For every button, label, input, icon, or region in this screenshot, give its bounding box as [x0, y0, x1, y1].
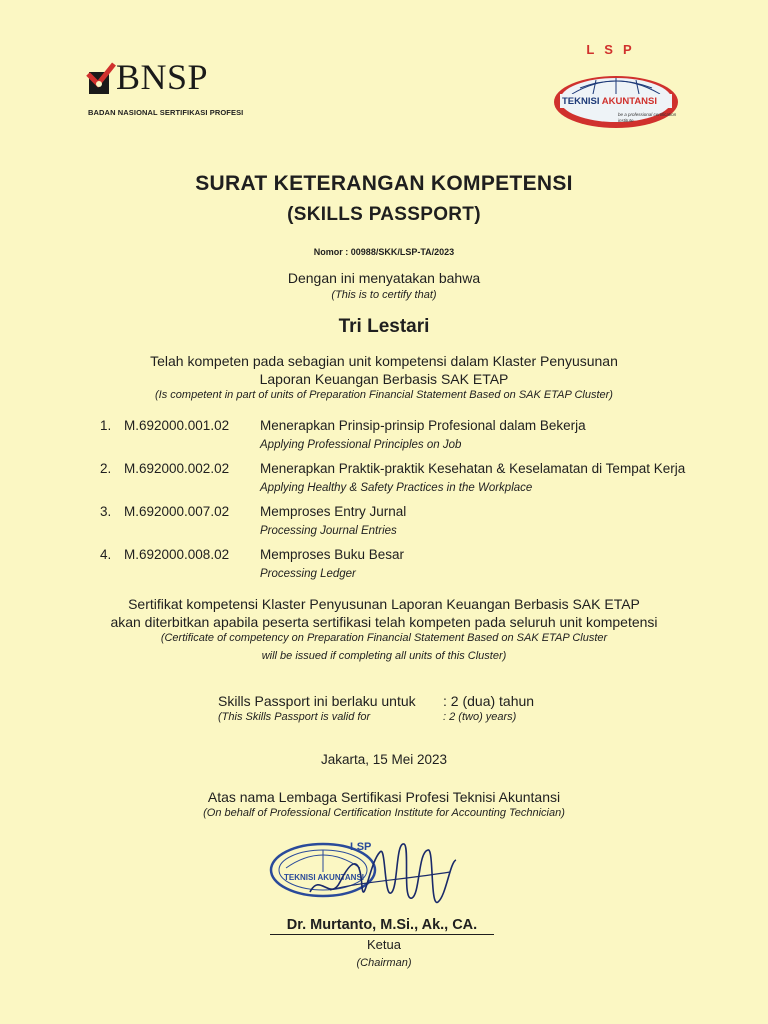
stamp-top-text: LSP — [350, 841, 372, 853]
competence-text-en: (Is competent in part of units of Preparation Financial Statement Based on SAK ETAP Cluster) — [155, 389, 613, 401]
signer-role: Ketua — [367, 937, 401, 952]
unit-title: Menerapkan Praktik-praktik Kesehatan & Keselamatan di Tempat Kerja — [260, 461, 686, 476]
document-number: Nomor : 00988/SKK/LSP-TA/2023 — [313, 247, 455, 257]
holder-name: Tri Lestari — [338, 316, 430, 337]
unit-title-en: Applying Professional Principles on Job — [260, 439, 462, 451]
unit-title-en: Processing Ledger — [260, 568, 356, 580]
intro-text: Dengan ini menyatakan bahwa — [287, 270, 481, 286]
unit-title: Memproses Entry Jurnal — [260, 504, 407, 519]
competence-line-1: Telah kompeten pada sebagian unit kompetensi dalam Klaster Penyusunan — [150, 353, 618, 369]
bnsp-emblem-icon — [86, 62, 116, 96]
validity-value: : 2 (dua) tahun — [443, 693, 535, 709]
unit-number: 1. — [100, 418, 112, 433]
lsp-logo-band: TEKNISI AKUNTANSI — [562, 96, 658, 107]
bnsp-logo — [86, 58, 246, 120]
validity-label: Skills Passport ini berlaku untuk — [218, 693, 416, 709]
list-item — [0, 504, 768, 546]
place-date: Jakarta, 15 Mei 2023 — [320, 752, 448, 767]
certificate-line-1: Sertifikat kompetensi Klaster Penyusunan Laporan Keuangan Berbasis SAK ETAP — [128, 596, 640, 612]
list-item — [0, 461, 768, 503]
certificate-en-line-2: will be issued if completing all units of this Cluster) — [261, 650, 507, 662]
behalf-text-en: (On behalf of Professional Certification Institute for Accounting Technician) — [203, 807, 565, 819]
intro-text-en: (This is to certify that) — [331, 289, 437, 301]
unit-title-en: Processing Journal Entries — [260, 525, 397, 537]
lsp-logo-top: LSP — [586, 42, 642, 57]
unit-title: Memproses Buku Besar — [260, 547, 405, 562]
unit-code: M.692000.008.02 — [124, 547, 230, 562]
lsp-tagline: be a professional certification institute — [618, 112, 677, 123]
bnsp-subtitle: BADAN NASIONAL SERTIFIKASI PROFESI — [88, 108, 244, 117]
validity-value-en: : 2 (two) years) — [443, 711, 517, 723]
unit-number: 2. — [100, 461, 112, 476]
signer-name: Dr. Murtanto, M.Si., Ak., CA. — [270, 917, 494, 935]
certificate-line-2: akan diterbitkan apabila peserta sertifikasi telah kompeten pada seluruh unit kompetensi — [110, 614, 658, 630]
behalf-text: Atas nama Lembaga Sertifikasi Profesi Teknisi Akuntansi — [207, 789, 561, 805]
signature — [300, 832, 460, 914]
unit-number: 4. — [100, 547, 112, 562]
document-title: SURAT KETERANGAN KOMPETENSI — [195, 172, 573, 195]
unit-title-en: Applying Healthy & Safety Practices in the Workplace — [260, 482, 533, 494]
competence-line-2: Laporan Keuangan Berbasis SAK ETAP — [259, 371, 509, 387]
document-subtitle: (SKILLS PASSPORT) — [287, 204, 481, 225]
unit-code: M.692000.002.02 — [124, 461, 230, 476]
certificate-en-line-1: (Certificate of competency on Preparation Financial Statement Based on SAK ETAP Cluster — [160, 632, 608, 644]
unit-title: Menerapkan Prinsip-prinsip Profesional dalam Bekerja — [260, 418, 586, 433]
unit-number: 3. — [100, 504, 112, 519]
list-item — [0, 418, 768, 460]
validity-label-en: (This Skills Passport is valid for — [218, 711, 371, 723]
bnsp-logo-text: BNSP — [116, 57, 209, 97]
unit-code: M.692000.007.02 — [124, 504, 230, 519]
stamp-band-text: TEKNISI AKUNTANSI — [284, 873, 364, 882]
signer-role-en: (Chairman) — [356, 957, 412, 969]
lsp-logo — [548, 42, 688, 147]
list-item — [0, 547, 768, 589]
unit-code: M.692000.001.02 — [124, 418, 230, 433]
